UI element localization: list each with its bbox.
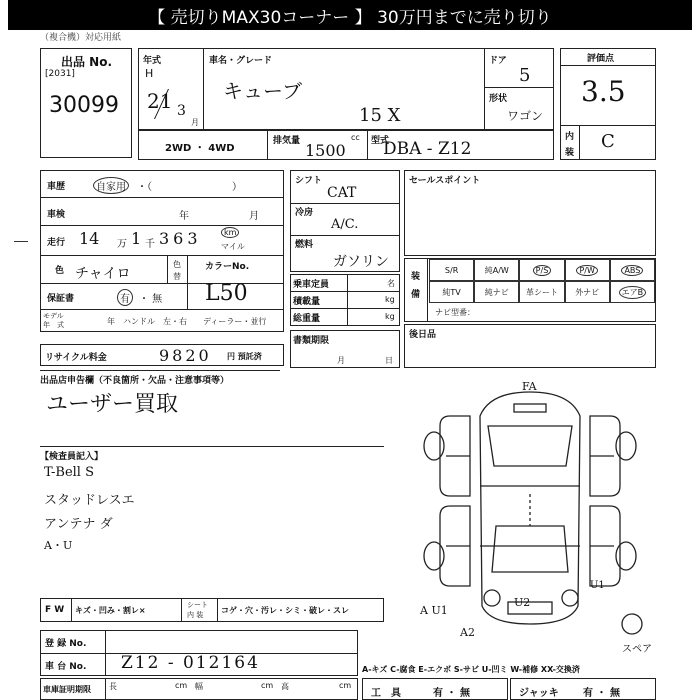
defect-fw: F W (45, 605, 65, 615)
body-type-value: ワゴン (507, 109, 544, 123)
equipment-cell (474, 281, 519, 303)
interior-value: C (601, 131, 615, 152)
garage-proof-h: 長 (109, 682, 117, 691)
garage-proof-label: 車庫証明期限 (43, 685, 91, 694)
inspector-label: 【検査員記入】 (40, 452, 104, 462)
tools-value: 有 ・ 無 (433, 688, 470, 699)
tools-label: 工 具 (371, 688, 401, 699)
model-code-value: DBA - Z12 (383, 139, 472, 159)
equipment-cell (429, 259, 474, 281)
displacement-value: 1500 (305, 141, 346, 160)
spec-row (138, 130, 554, 160)
equipment-cell (519, 281, 564, 303)
spare-label: スペア (622, 644, 652, 655)
gross-unit: kg (385, 312, 395, 321)
mileage-unit-bottom: マイル (221, 242, 245, 251)
equipment-cell (610, 281, 655, 303)
mileage-unit-top: km (221, 227, 239, 238)
model-grade: 15 X (359, 105, 401, 126)
diagram-mark-2: U2 (514, 596, 531, 609)
nav-model-label: ナビ型番： (435, 308, 475, 317)
tools-box (362, 678, 508, 700)
remarks-value: ユーザー買取 (46, 392, 179, 417)
equipment-cell (519, 259, 564, 281)
top-note: （複合機）対応用紙 (40, 33, 122, 43)
sales-point-label: セールスポイント (409, 176, 481, 186)
equipment-cell (565, 281, 610, 303)
equipment-cell (474, 259, 519, 281)
equipment-item-label: 革シート (525, 287, 558, 297)
details-box (40, 170, 284, 332)
equipment-item-label: 外ナビ (575, 287, 600, 297)
year-month-unit: 月 (191, 118, 199, 127)
recycle-label: リサイクル料金 (45, 353, 107, 363)
diagram-mark-4: A U1 (420, 604, 448, 617)
score-box (560, 48, 656, 160)
model-code-label: 型式 (371, 136, 390, 146)
docs-label: 書類期限 (293, 336, 330, 346)
chassis-value: Z12 - 012164 (121, 653, 260, 673)
later-items-box (404, 324, 656, 368)
lot-label: 出品 No. (61, 55, 113, 69)
defect-list: キズ・凹み・割レ× (75, 606, 146, 615)
chassis-label: 車 台 No. (45, 662, 87, 672)
mileage-d1: 14 (79, 229, 100, 248)
equipment-label-1: 装 (411, 272, 421, 282)
garage-proof-cm3: cm (339, 681, 352, 690)
title-banner (8, 0, 692, 30)
load-label: 積載量 (293, 297, 321, 307)
equipment-item-label: エアB (619, 286, 647, 299)
equipment-item-label: 純A/W (484, 265, 509, 275)
equipment-item-label: P/W (576, 265, 597, 276)
equipment-item-label: 純ナビ (484, 287, 509, 297)
mileage-d2: 1 (131, 229, 142, 248)
model-year-unit: 年 (107, 317, 115, 326)
mileage-u2: 千 (145, 239, 155, 250)
vehicle-header-box (138, 48, 554, 130)
docs-month-unit: 月 (337, 356, 345, 365)
equipment-grid (429, 259, 655, 303)
remarks-label: 出品店申告欄（不良箇所・欠品・注意事項等） (40, 376, 230, 386)
jack-box (510, 678, 656, 700)
year-era: H (145, 67, 154, 80)
score-value: 3.5 (581, 75, 626, 108)
model-label: 車名・グレード (209, 56, 273, 66)
damage-legend: A-キズ C-腐食 E-エクボ S-サビ U-凹ミ W-補修 XX-交換済 (362, 665, 580, 674)
doors-value: 5 (519, 65, 531, 86)
equipment-item-label: 純TV (442, 287, 461, 297)
equipment-cell (610, 259, 655, 281)
mileage-u1: 万 (117, 239, 127, 250)
color-value: チャイロ (75, 266, 131, 282)
shift-label: シフト (295, 176, 323, 186)
equipment-cell (565, 259, 610, 281)
capacity-label: 乗車定員 (293, 280, 330, 290)
year-value: 21 (147, 89, 173, 113)
diagram-mark-3: A2 (460, 626, 475, 639)
model-year-label-1: モデル (43, 312, 64, 320)
displacement-label: 排気量 (273, 136, 301, 146)
model-year-label-2: 年 式 (43, 321, 64, 329)
garage-proof-cm1: cm (175, 681, 188, 690)
model-name: キューブ (223, 79, 302, 103)
score-label: 評価点 (587, 54, 615, 64)
jack-value: 有 ・ 無 (583, 688, 620, 699)
interior-label-1: 内 (565, 132, 575, 142)
jack-label: ジャッキ (519, 688, 559, 699)
warranty-circled: 有 (117, 289, 133, 306)
recycle-value: 9820 (159, 346, 212, 365)
gross-label: 総重量 (293, 314, 321, 324)
shift-value: CAT (327, 185, 357, 201)
inspector-line-4: A・U (44, 539, 73, 552)
docs-box (290, 330, 400, 368)
warranty-rest: ・ 無 (139, 294, 163, 305)
drivetrain-box (290, 170, 400, 272)
color-change-1: 色 (173, 260, 181, 269)
defect-list-2: コゲ・穴・汚レ・シミ・破レ・スレ (221, 606, 349, 615)
equipment-box (404, 258, 656, 322)
color-code: L50 (205, 281, 248, 306)
recycle-unit: 円 預託済 (227, 352, 262, 361)
garage-proof-box (40, 678, 358, 700)
lot-number: 30099 (49, 93, 119, 118)
dealer-text: ディーラー・並行 (203, 317, 267, 326)
defect-sheet-2: 内 装 (187, 611, 204, 619)
fuel-label: 燃料 (295, 240, 314, 250)
fuel-value: ガソリン (333, 254, 389, 270)
drive-text: 2WD ・ 4WD (165, 143, 235, 154)
diagram-mark-1: U1 (590, 580, 605, 591)
reg-no-label: 登 録 No. (45, 639, 87, 649)
remarks-box (40, 370, 280, 436)
handle-text: ハンドル 左・右 (123, 317, 187, 326)
displacement-unit: cc (351, 133, 360, 142)
inspection-month-unit: 月 (249, 211, 259, 222)
interior-label-2: 装 (565, 148, 575, 158)
later-label: 後日品 (409, 330, 437, 340)
registration-box (40, 630, 358, 676)
year-label: 年式 (143, 56, 162, 66)
year-month: 3 (177, 103, 186, 119)
inspector-line-2: スタッドレスエ (44, 493, 135, 508)
lot-small: [2031] (45, 69, 75, 79)
inspection-label: 車検 (47, 210, 66, 220)
defect-sheet-1: シート (187, 601, 208, 609)
color-change-2: 替 (173, 272, 181, 281)
garage-proof-t: 高 (281, 682, 289, 691)
warranty-label: 保証書 (47, 294, 75, 304)
mileage-label: 走行 (47, 238, 66, 248)
equipment-item-label: P/S (533, 265, 552, 276)
lot-box (40, 48, 132, 158)
color-label: 色 (55, 266, 65, 276)
sales-point-box (404, 170, 656, 256)
defect-strip (40, 598, 384, 622)
banner-title: 【 売切りMAX30コーナー 】 30万円までに売り切り (148, 7, 552, 28)
inspector-line-1: T-Bell S (44, 465, 94, 480)
inspection-year-unit: 年 (179, 211, 189, 222)
docs-day-unit: 日 (385, 356, 393, 365)
doors-label: ドア (489, 56, 507, 66)
history-rest: ・（ ） (137, 182, 242, 193)
equipment-label-2: 備 (411, 290, 421, 300)
aircon-label: 冷房 (295, 208, 314, 218)
load-unit: kg (385, 295, 395, 304)
body-type-label: 形状 (489, 94, 508, 104)
aircon-value: A/C. (331, 217, 359, 232)
diagram-top-mark: FA (522, 380, 537, 393)
equipment-item-label: ABS (621, 265, 643, 276)
equipment-cell (429, 281, 474, 303)
capacity-unit: 名 (387, 279, 395, 288)
recycle-box (40, 344, 284, 366)
color-code-label: カラーNo. (205, 262, 250, 272)
weights-box (290, 274, 400, 326)
history-label: 車歴 (47, 182, 66, 192)
inspector-line-3: アンテナ ダ (44, 517, 113, 532)
history-circled: 自家用 (93, 177, 129, 194)
garage-proof-cm2: cm (261, 681, 274, 690)
equipment-item-label: S/R (444, 265, 459, 275)
mileage-d3: 363 (159, 229, 202, 248)
inspector-box (40, 446, 384, 574)
margin-tick (14, 241, 28, 242)
garage-proof-w: 幅 (195, 682, 203, 691)
